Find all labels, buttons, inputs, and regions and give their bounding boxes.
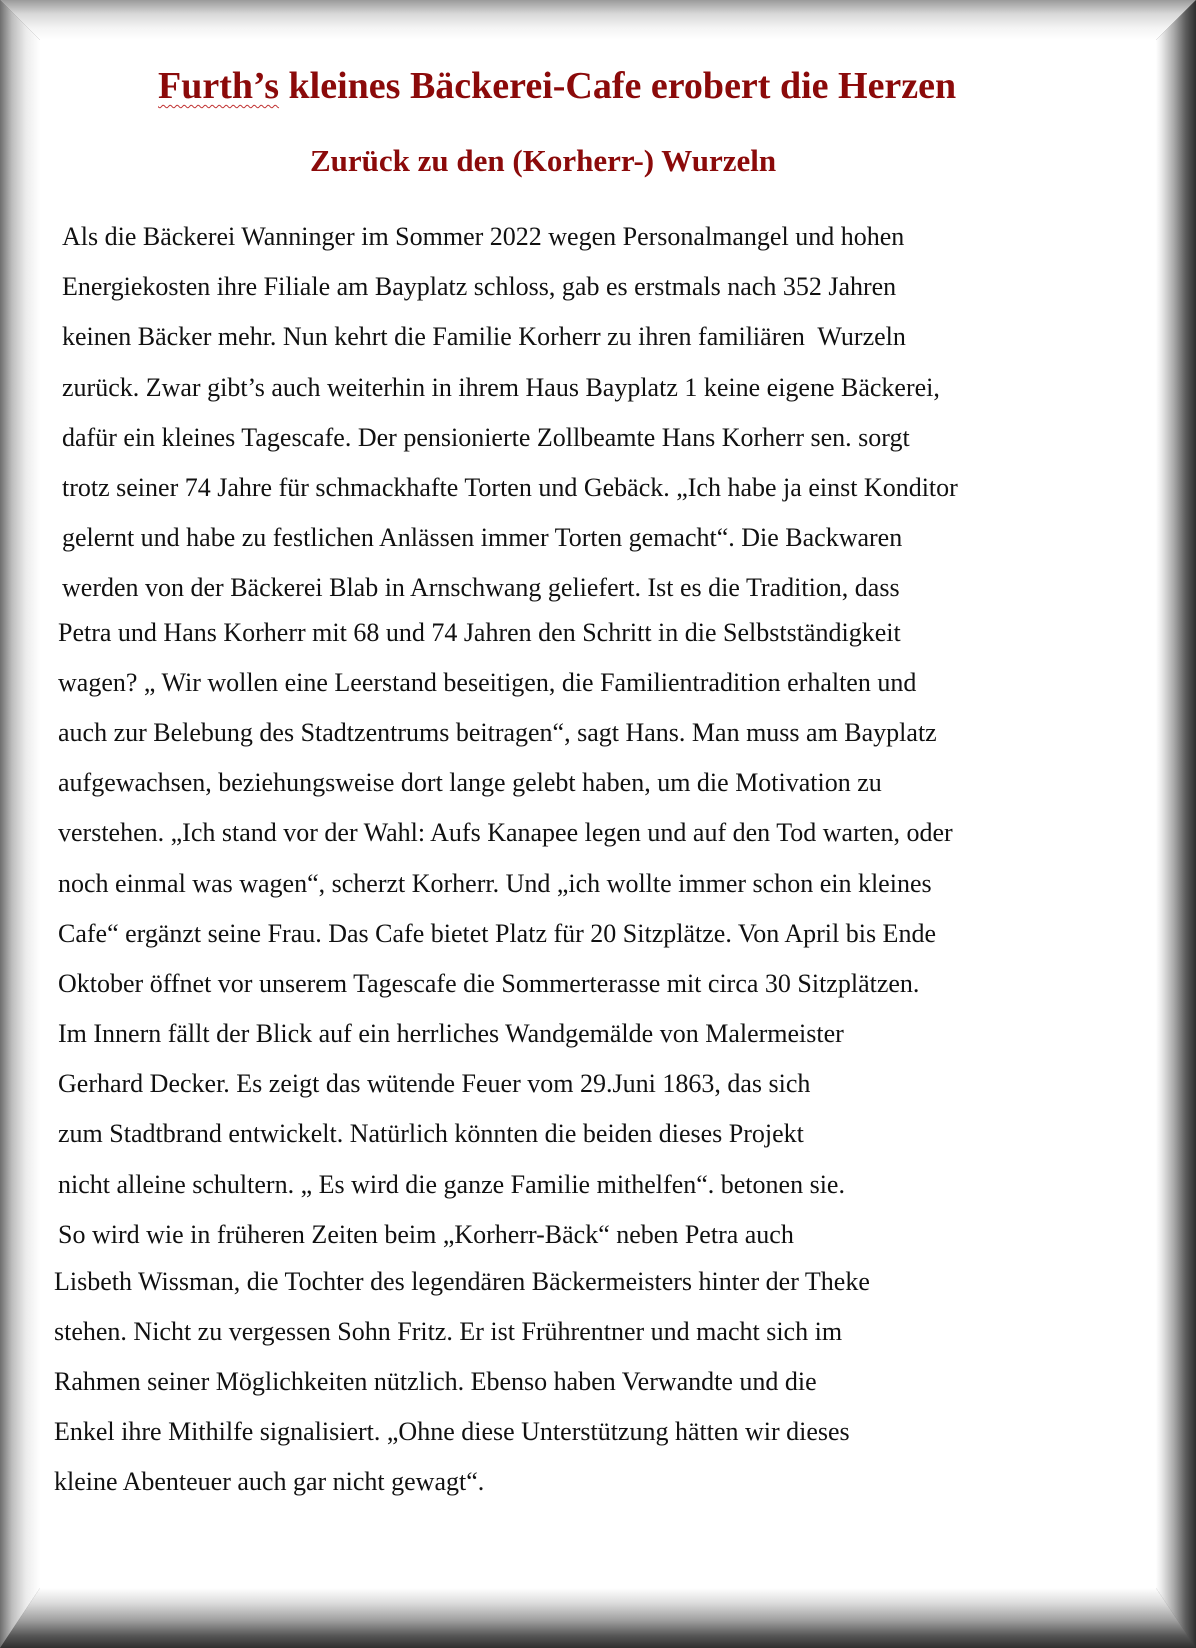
article-line: keinen Bäcker mehr. Nun kehrt die Familie Korherr zu ihren familiären Wurzeln bbox=[62, 322, 906, 351]
article-line: Oktober öffnet vor unserem Tagescafe die Sommerterasse mit circa 30 Sitzplätzen. bbox=[58, 969, 920, 998]
article-line: Cafe“ ergänzt seine Frau. Das Cafe bietet Platz für 20 Sitzplätze. Von April bis Ende bbox=[58, 919, 936, 948]
frame-bevel-right bbox=[1156, 0, 1196, 1648]
article-line: nicht alleine schultern. „ Es wird die ganze Familie mithelfen“. betonen sie. bbox=[58, 1170, 845, 1199]
document-page bbox=[40, 40, 1156, 1588]
article-line: verstehen. „Ich stand vor der Wahl: Aufs Kanapee legen und auf den Tod warten, oder bbox=[58, 818, 953, 847]
article-line: Rahmen seiner Möglichkeiten nützlich. Ebenso haben Verwandte und die bbox=[54, 1367, 817, 1396]
article-line: werden von der Bäckerei Blab in Arnschwang geliefert. Ist es die Tradition, dass bbox=[62, 573, 900, 602]
headline-rest: kleines Bäckerei-Cafe erobert die Herzen bbox=[279, 65, 957, 107]
article-line: gelernt und habe zu festlichen Anlässen immer Torten gemacht“. Die Backwaren bbox=[62, 523, 903, 552]
headline bbox=[158, 64, 956, 108]
article-line: trotz seiner 74 Jahre für schmackhafte Torten und Gebäck. „Ich habe ja einst Konditor bbox=[62, 473, 958, 502]
article-line: dafür ein kleines Tagescafe. Der pensionierte Zollbeamte Hans Korherr sen. sorgt bbox=[62, 423, 910, 452]
article-line: Lisbeth Wissman, die Tochter des legendären Bäckermeisters hinter der Theke bbox=[54, 1267, 870, 1296]
headline-spellcheck-word: Furth’s bbox=[158, 65, 280, 107]
article-line: Gerhard Decker. Es zeigt das wütende Feuer vom 29.Juni 1863, das sich bbox=[58, 1069, 811, 1098]
article-line: zum Stadtbrand entwickelt. Natürlich könnten die beiden dieses Projekt bbox=[58, 1119, 804, 1148]
article-line: Als die Bäckerei Wanninger im Sommer 2022 wegen Personalmangel und hohen bbox=[62, 222, 905, 251]
article-line: Petra und Hans Korherr mit 68 und 74 Jahren den Schritt in die Selbstständigkeit bbox=[58, 618, 901, 647]
subheadline: Zurück zu den (Korherr-) Wurzeln bbox=[310, 143, 777, 178]
frame-bevel-top bbox=[0, 0, 1196, 40]
article-line: noch einmal was wagen“, scherzt Korherr. Und „ich wollte immer schon ein kleines bbox=[58, 869, 932, 898]
article-line: wagen? „ Wir wollen eine Leerstand beseitigen, die Familientradition erhalten und bbox=[58, 668, 917, 697]
article-line: Im Innern fällt der Blick auf ein herrliches Wandgemälde von Malermeister bbox=[58, 1019, 844, 1048]
article-line: zurück. Zwar gibt’s auch weiterhin in ihrem Haus Bayplatz 1 keine eigene Bäckerei, bbox=[62, 373, 940, 402]
frame-bevel-left bbox=[0, 0, 40, 1648]
article-line: So wird wie in früheren Zeiten beim „Korherr-Bäck“ neben Petra auch bbox=[58, 1220, 794, 1249]
article-line: aufgewachsen, beziehungsweise dort lange gelebt haben, um die Motivation zu bbox=[58, 768, 882, 797]
article-line: stehen. Nicht zu vergessen Sohn Fritz. Er ist Frührentner und macht sich im bbox=[54, 1317, 843, 1346]
article-line: Enkel ihre Mithilfe signalisiert. „Ohne diese Unterstützung hätten wir dieses bbox=[54, 1417, 850, 1446]
article-line: Energiekosten ihre Filiale am Bayplatz schloss, gab es erstmals nach 352 Jahren bbox=[62, 272, 897, 301]
article-line: kleine Abenteuer auch gar nicht gewagt“. bbox=[54, 1467, 485, 1496]
frame-bevel-bottom bbox=[0, 1588, 1196, 1648]
article-line: auch zur Belebung des Stadtzentrums beitragen“, sagt Hans. Man muss am Bayplatz bbox=[58, 718, 937, 747]
